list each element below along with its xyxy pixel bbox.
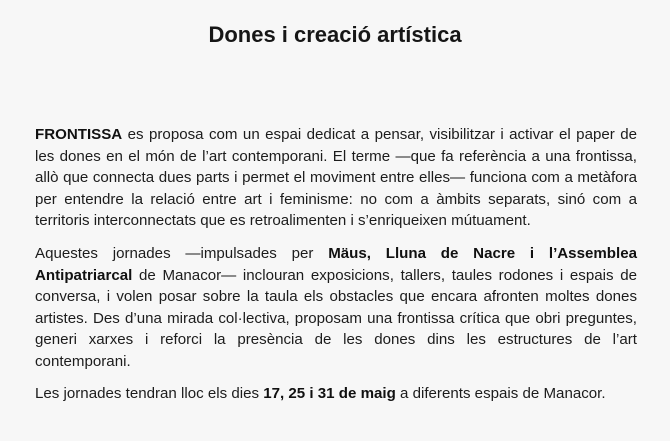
dates-paragraph	[35, 383, 637, 405]
organizers-text-after: de Manacor— inclouran exposicions, tallers, taules rodones i espais de conversa, i volen posar sobre la taula els obstacles que encara afronten moltes dones artistes. Des d’una mirada col·lectiva, proposam una frontissa crítica que obri preguntes, generi xarxes i reforci la presència de les dones dins les estructures de l’art contemporani.	[35, 266, 637, 370]
dates-text-after: a diferents espais de Manacor.	[395, 385, 606, 402]
intro-paragraph-text: es proposa com un espai dedicat a pensar, visibilitzar i activar el paper de les dones en el món de l’art contemporani. El terme —que fa referència a una frontissa, allò que connecta dues parts i permet el moviment entre elles— funciona com a metàfora per entendre la relació entre art i feminisme: no com a àmbits separats, sinó com a territoris interconnectats que es retroalimenten i s’enriqueixen mútuament.	[35, 126, 637, 229]
intro-paragraph	[35, 124, 637, 232]
organizers-text-before: Aquestes jornades —impulsades per	[35, 245, 329, 262]
event-dates: 17, 25 i 31 de maig	[263, 385, 396, 402]
organizers-paragraph	[35, 243, 637, 372]
page-title: Dones i creació artística	[208, 22, 462, 47]
dates-text-before: Les jornades tendran lloc els dies	[35, 385, 264, 402]
frontissa-bold: FRONTISSA	[35, 126, 123, 143]
organizers-names: Mäus, Lluna de Nacre i l’Assemblea Antipatriarcal	[35, 245, 637, 284]
